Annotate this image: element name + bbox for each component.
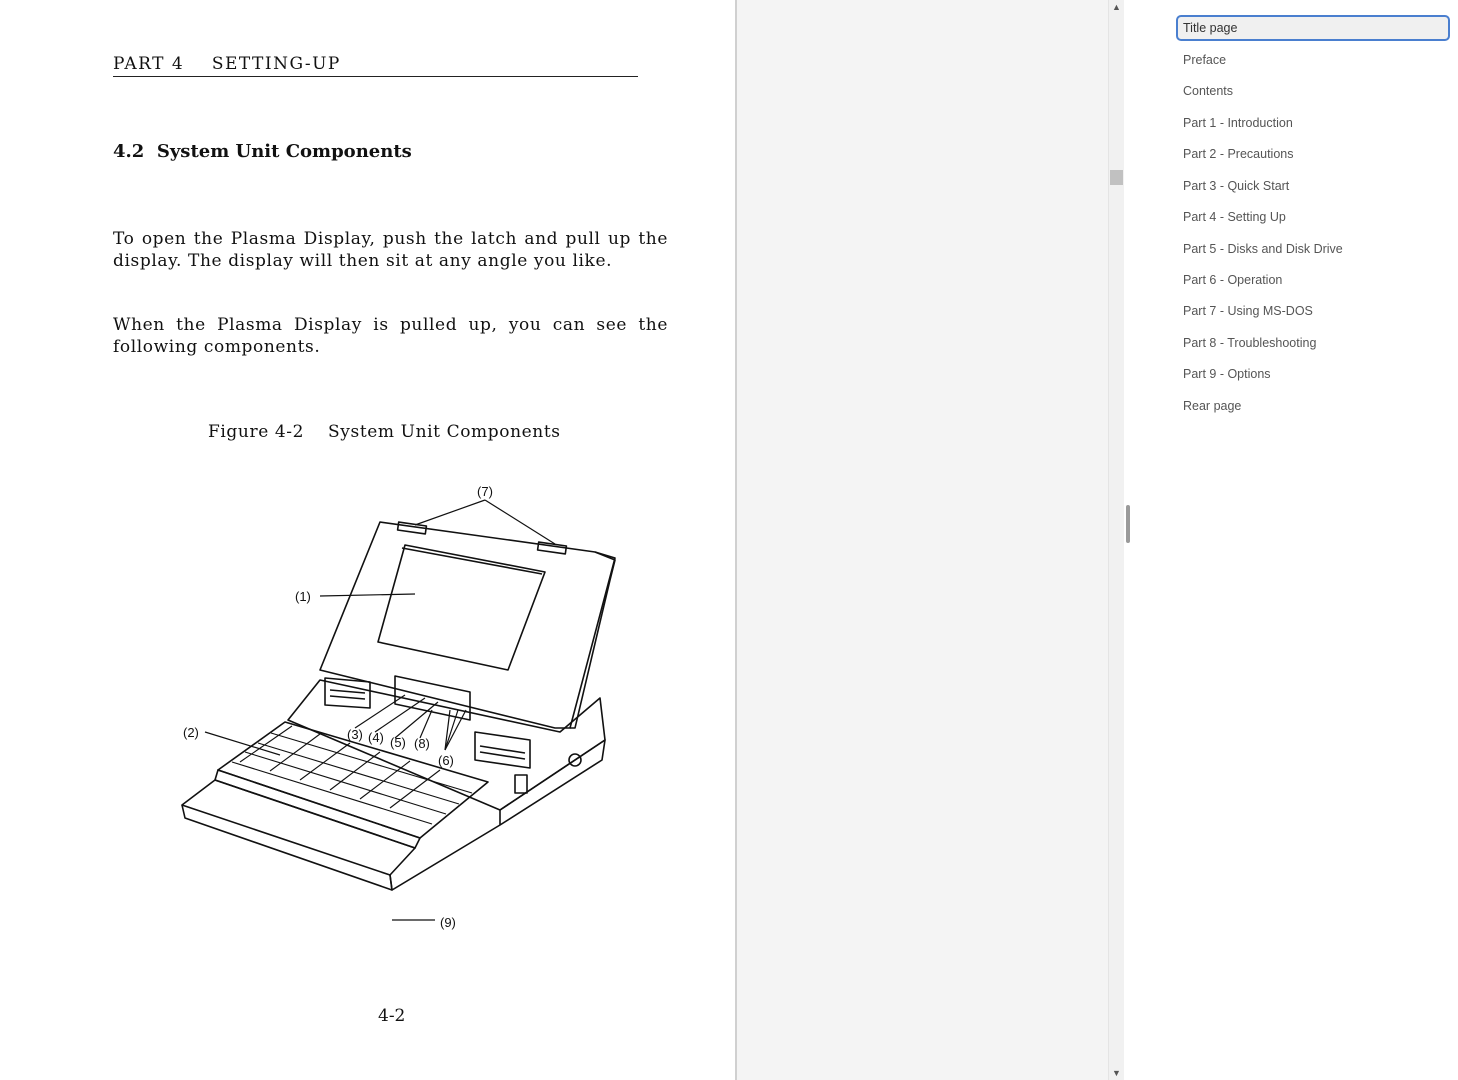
figure-caption: Figure 4-2 System Unit Components bbox=[208, 422, 561, 442]
page-header: PART 4 SETTING-UP bbox=[113, 54, 638, 77]
toc-item-contents[interactable]: Contents bbox=[1183, 84, 1234, 98]
table-of-contents-sidebar bbox=[1124, 0, 1458, 1080]
toc-item-part-9[interactable]: Part 9 - Options bbox=[1183, 367, 1271, 381]
callout-1: (1) bbox=[295, 589, 311, 604]
callout-5: (5) bbox=[390, 735, 406, 750]
callout-4: (4) bbox=[368, 730, 384, 745]
page-number: 4-2 bbox=[378, 1006, 406, 1026]
callout-8: (8) bbox=[414, 736, 430, 751]
section-title: 4.2 System Unit Components bbox=[113, 141, 412, 162]
toc-item-part-6[interactable]: Part 6 - Operation bbox=[1183, 273, 1283, 287]
toc-item-part-4[interactable]: Part 4 - Setting Up bbox=[1183, 210, 1286, 224]
display-lid-outline bbox=[320, 522, 615, 728]
callout-6: (6) bbox=[438, 753, 454, 768]
scroll-down-arrow-icon[interactable]: ▼ bbox=[1112, 1068, 1121, 1078]
laptop-illustration bbox=[170, 470, 630, 950]
callout-2: (2) bbox=[183, 725, 199, 740]
callout-3: (3) bbox=[347, 727, 363, 742]
toc-item-title-page[interactable]: Title page bbox=[1176, 15, 1450, 41]
toc-item-part-2[interactable]: Part 2 - Precautions bbox=[1183, 147, 1294, 161]
base-front bbox=[182, 780, 415, 875]
panel-splitter-handle[interactable] bbox=[1126, 505, 1130, 543]
display-screen bbox=[378, 545, 545, 670]
toc-item-part-7[interactable]: Part 7 - Using MS-DOS bbox=[1183, 304, 1313, 318]
scroll-thumb[interactable] bbox=[1110, 170, 1123, 185]
toc-item-part-8[interactable]: Part 8 - Troubleshooting bbox=[1183, 336, 1317, 350]
callout-7: (7) bbox=[477, 484, 493, 499]
viewer-background bbox=[735, 0, 1110, 1080]
toc-item-part-3[interactable]: Part 3 - Quick Start bbox=[1183, 179, 1290, 193]
scroll-up-arrow-icon[interactable]: ▲ bbox=[1112, 2, 1121, 12]
paragraph-1: To open the Plasma Display, push the latch and pull up the display. The display will then sit at any angle you like. bbox=[113, 229, 668, 271]
toc-item-part-1[interactable]: Part 1 - Introduction bbox=[1183, 116, 1293, 130]
paragraph-2: When the Plasma Display is pulled up, you can see the following components. bbox=[113, 315, 668, 357]
vertical-scrollbar[interactable] bbox=[1108, 0, 1124, 1080]
toc-item-rear-page[interactable]: Rear page bbox=[1183, 399, 1242, 413]
callout-9: (9) bbox=[440, 915, 456, 930]
toc-item-preface[interactable]: Preface bbox=[1183, 53, 1227, 67]
toc-item-part-5[interactable]: Part 5 - Disks and Disk Drive bbox=[1183, 242, 1343, 256]
